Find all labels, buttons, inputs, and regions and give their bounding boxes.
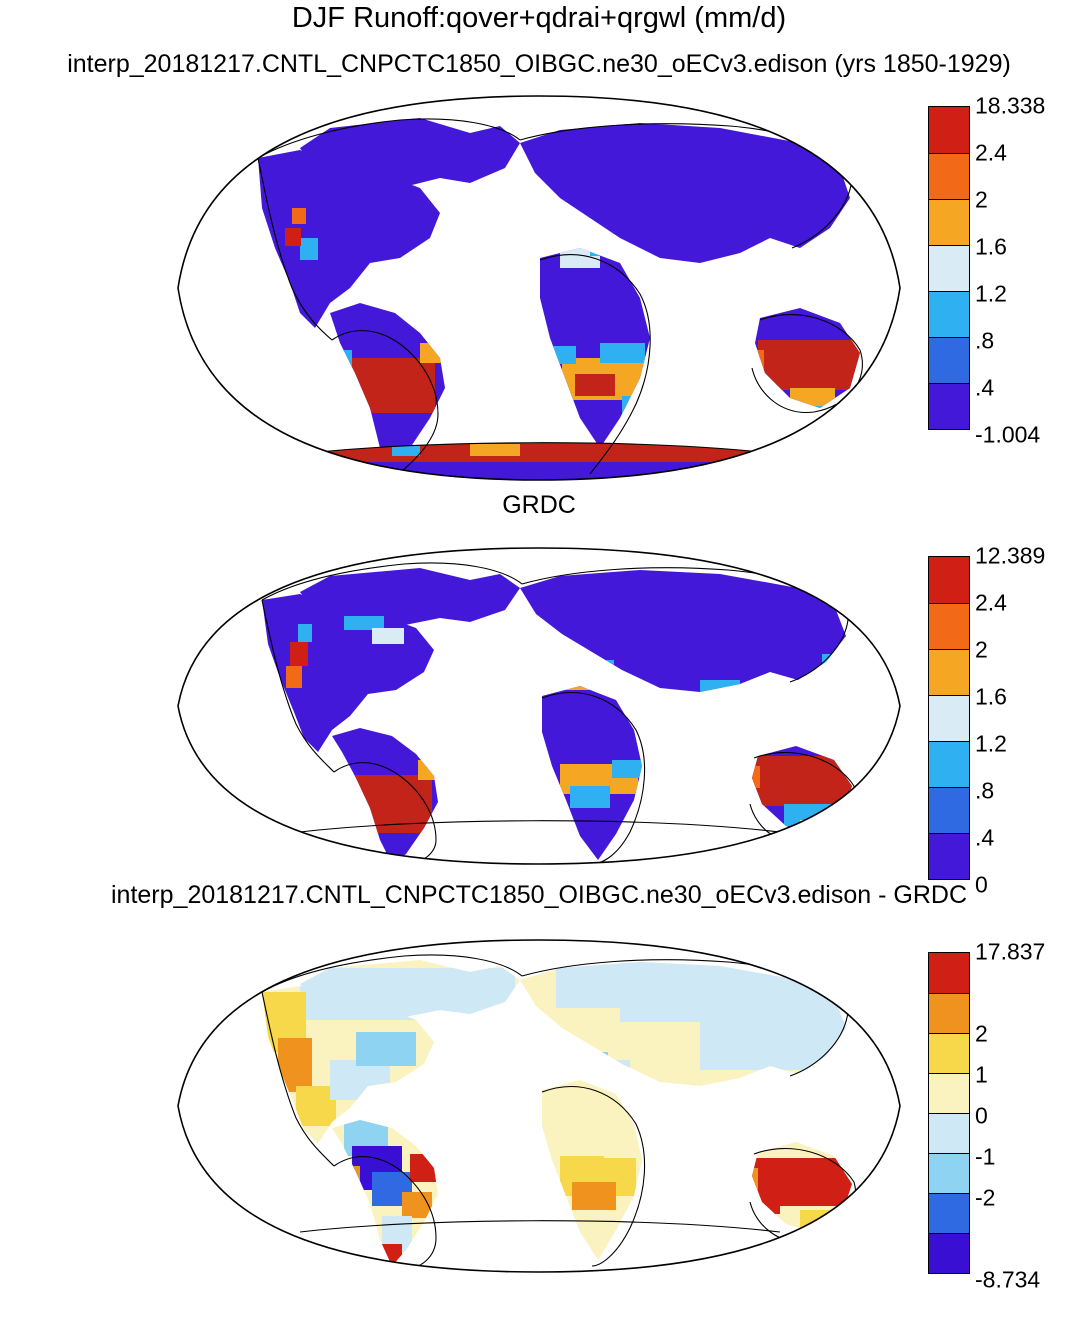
- colorbar-segment: [929, 199, 969, 245]
- colorbar-segment: [929, 1033, 969, 1073]
- colorbar-segment: [929, 649, 969, 695]
- map-panel-1: [0, 88, 1078, 488]
- colorbar-segment: [929, 993, 969, 1033]
- colorbar-tick: 1.6: [975, 683, 1007, 710]
- map-1: [0, 88, 1078, 488]
- panel-title-2: GRDC: [502, 491, 576, 519]
- colorbar-2-labels: [975, 542, 1075, 898]
- colorbar-tick: .4: [975, 374, 995, 401]
- colorbar-tick: 2: [975, 1020, 988, 1047]
- colorbar-2: [928, 556, 970, 880]
- panel-title-1: interp_20181217.CNTL_CNPCTC1850_OIBGC.ne30_oECv3.edison (yrs 1850-1929): [67, 50, 1011, 78]
- colorbar-tick: 17.837: [975, 938, 1046, 965]
- colorbar-tick: 12.389: [975, 542, 1046, 569]
- colorbar-tick: 1: [975, 1061, 988, 1088]
- map-3: [0, 910, 1078, 1310]
- colorbar-segment: [929, 787, 969, 833]
- colorbar-tick: 18.338: [975, 92, 1046, 119]
- colorbar-1: [928, 106, 970, 430]
- colorbar-segment: [929, 1233, 969, 1273]
- colorbar-tick: 1.2: [975, 730, 1007, 757]
- map-panel-3: [0, 880, 1078, 1310]
- colorbar-tick: -2: [975, 1184, 996, 1211]
- map-graphic-1: [0, 88, 1078, 488]
- colorbar-segment: [929, 153, 969, 199]
- colorbar-segment: [929, 245, 969, 291]
- map-graphic-3: [0, 910, 1078, 1310]
- colorbar-tick: 2: [975, 186, 988, 213]
- colorbar-tick: 0: [975, 871, 988, 898]
- colorbar-tick: -8.734: [975, 1266, 1041, 1293]
- colorbar-tick: .8: [975, 777, 995, 804]
- page-title: DJF Runoff:qover+qdrai+qrgwl (mm/d): [291, 2, 787, 34]
- colorbar-tick: 0: [975, 1102, 988, 1129]
- colorbar-segment: [929, 953, 969, 993]
- colorbar-segment: [929, 1193, 969, 1233]
- colorbar-segment: [929, 1073, 969, 1113]
- colorbar-segment: [929, 337, 969, 383]
- colorbar-segment: [929, 1153, 969, 1193]
- colorbar-segment: [929, 695, 969, 741]
- colorbar-tick: 2.4: [975, 589, 1007, 616]
- colorbar-tick: 1.2: [975, 280, 1007, 307]
- colorbar-segment: [929, 1113, 969, 1153]
- colorbar-segment: [929, 291, 969, 337]
- colorbar-segment: [929, 557, 969, 603]
- colorbar-segment: [929, 107, 969, 153]
- colorbar-tick: -1.004: [975, 421, 1041, 448]
- colorbar-tick: .4: [975, 824, 995, 851]
- colorbar-tick: 1.6: [975, 233, 1007, 260]
- panel-title-3: interp_20181217.CNTL_CNPCTC1850_OIBGC.ne30_oECv3.edison - GRDC: [111, 881, 967, 909]
- colorbar-tick: 2: [975, 636, 988, 663]
- colorbar-3: [928, 952, 970, 1274]
- colorbar-3-labels: [975, 938, 1075, 1293]
- colorbar-tick: 2.4: [975, 139, 1007, 166]
- colorbar-segment: [929, 383, 969, 429]
- map-graphic-2: [0, 520, 1078, 865]
- colorbar-segment: [929, 741, 969, 787]
- colorbar-segment: [929, 833, 969, 879]
- colorbar-1-labels: [975, 92, 1075, 448]
- colorbar-tick: .8: [975, 327, 995, 354]
- colorbar-tick: -1: [975, 1143, 996, 1170]
- colorbar-segment: [929, 603, 969, 649]
